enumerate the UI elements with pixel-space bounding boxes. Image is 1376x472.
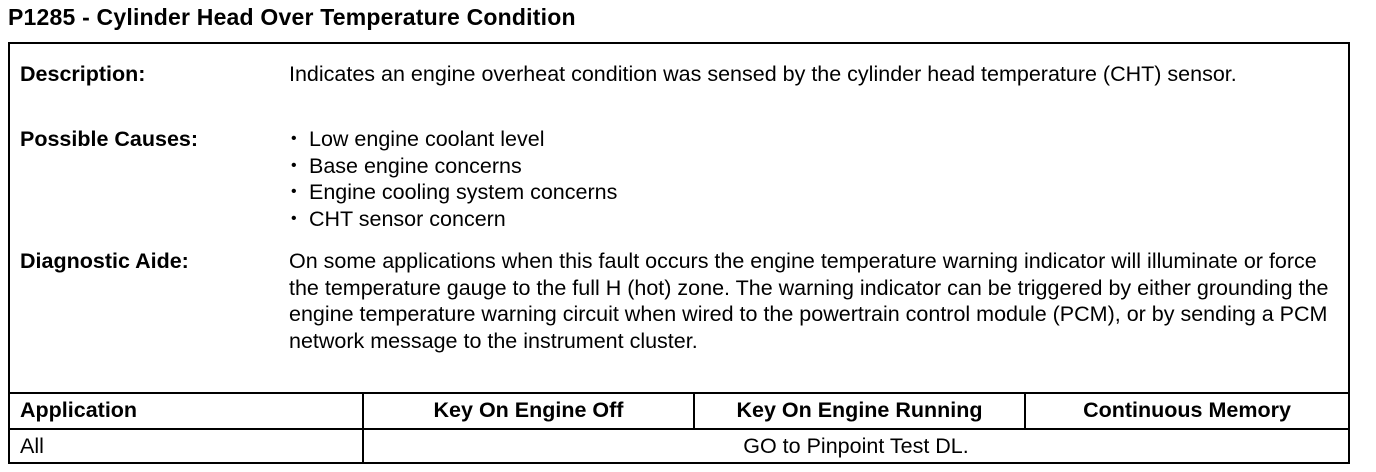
test-mode-table [10, 392, 1348, 462]
list-item: • Low engine coolant level [289, 126, 1339, 153]
header-key-on-engine-running: Key On Engine Running [695, 392, 1026, 428]
possible-causes-list [289, 126, 1339, 232]
description-text: Indicates an engine overheat condition was sensed by the cylinder head temperature (CHT) sensor. [289, 62, 1237, 86]
dtc-details-section [10, 44, 1348, 394]
list-item: • Engine cooling system concerns [289, 179, 1339, 206]
possible-causes-content [289, 126, 1339, 232]
table-row [10, 430, 1348, 462]
page-title: P1285 - Cylinder Head Over Temperature Condition [8, 4, 576, 30]
cell-application: All [10, 430, 364, 462]
table-header-row [10, 392, 1348, 430]
list-item: • CHT sensor concern [289, 206, 1339, 233]
header-continuous-memory: Continuous Memory [1083, 397, 1291, 422]
description-label: Description: [20, 62, 146, 86]
dtc-info-table [8, 42, 1350, 464]
diagnostic-aide-label: Diagnostic Aide: [20, 249, 189, 273]
header-application: Application [10, 392, 364, 428]
cell-action: GO to Pinpoint Test DL. [743, 433, 969, 458]
diagnostic-aide-text: On some applications when this fault occurs the engine temperature warning indicator will illuminate or force the temperature gauge to the full H (hot) zone. The warning indicator can be triggered by either grounding the engine temperature warning circuit when wired to the powertrain control module (PCM), or by sending a PCM network message to the instrument cluster. [289, 249, 1329, 353]
list-item: • Base engine concerns [289, 153, 1339, 180]
possible-causes-label: Possible Causes: [20, 127, 199, 151]
header-key-on-engine-off: Key On Engine Off [364, 392, 695, 428]
